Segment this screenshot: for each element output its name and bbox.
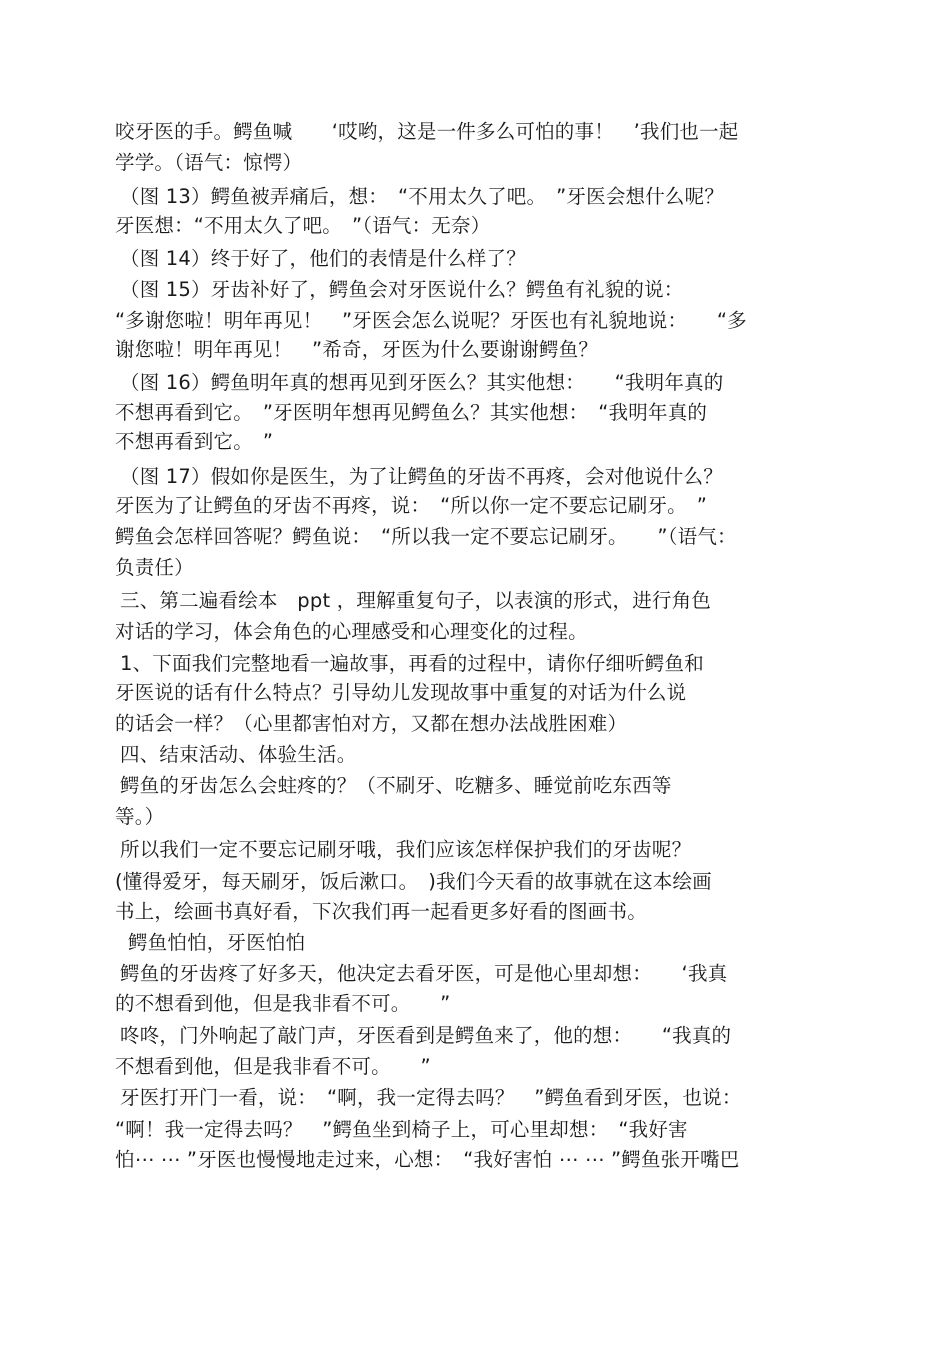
text-line: 等。） (115, 805, 165, 828)
text-line: “啊！我一定得去吗？ ”鳄鱼坐到椅子上，可心里却想： “我好害 (115, 1118, 688, 1141)
text-line: 牙医为了让鳄鱼的牙齿不再疼，说： “所以你一定不要忘记刷牙。 ” (115, 494, 708, 517)
text-line: 鳄鱼会怎样回答呢？鳄鱼说： “所以我一定不要忘记刷牙。 ”（语气： (115, 525, 737, 548)
text-line: 对话的学习，体会角色的心理感受和心理变化的过程。 (115, 620, 588, 643)
text-line: 三、第二遍看绘本 ppt ，理解重复句子，以表演的形式，进行角色 (120, 589, 712, 612)
text-line: 鳄鱼怕怕，牙医怕怕 (128, 931, 306, 954)
text-line: （图 14）终于好了，他们的表情是什么样了？ (120, 247, 526, 270)
text-line: 不想看到他，但是我非看不可。 ” (115, 1055, 431, 1078)
text-line: 咚咚，门外响起了敲门声，牙医看到是鳄鱼来了，他的想： “我真的 (120, 1024, 732, 1047)
text-line: 谢您啦！明年再见！ ”希奇，牙医为什么要谢谢鳄鱼？ (115, 338, 599, 361)
text-line: 1、下面我们完整地看一遍故事，再看的过程中，请你仔细听鳄鱼和 (120, 652, 704, 675)
text-line: 不想再看到它。 ” (115, 430, 274, 453)
text-line: （图 13）鳄鱼被弄痛后，想： “不用太久了吧。 ”牙医会想什么呢？ (120, 185, 725, 208)
text-line: 学学。（语气：惊愕） (115, 151, 303, 174)
text-line: 鳄鱼的牙齿疼了好多天，他决定去看牙医，可是他心里却想： ‘我真 (120, 962, 728, 985)
text-line: 所以我们一定不要忘记刷牙哦，我们应该怎样保护我们的牙齿呢？ (120, 838, 692, 861)
text-line: 牙医想：“不用太久了吧。 ”（语气：无奈） (115, 214, 491, 237)
text-line: 鳄鱼的牙齿怎么会蛀疼的？（不刷牙、吃糖多、睡觉前吃东西等 (120, 774, 672, 797)
text-line: 怕⋯ ⋯ ”牙医也慢慢地走过来，心想： “我好害怕 ⋯ ⋯ ”鳄鱼张开嘴巴 (115, 1148, 740, 1171)
text-line: 四、结束活动、体验生活。 (120, 743, 357, 766)
text-line: （图 16）鳄鱼明年真的想再见到牙医么？其实他想： “我明年真的 (120, 371, 724, 394)
text-line: 的话会一样？（心里都害怕对方，又都在想办法战胜困难） (115, 712, 628, 735)
text-line: 牙医说的话有什么特点？引导幼儿发现故事中重复的对话为什么说 (115, 681, 687, 704)
text-line: “多谢您啦！明年再见！ ”牙医会怎么说呢？牙医也有礼貌地说： “多 (115, 309, 747, 332)
text-line: 的不想看到他，但是我非看不可。 ” (115, 992, 451, 1015)
text-line: 牙医打开门一看，说： “啊，我一定得去吗？ ”鳄鱼看到牙医，也说： (120, 1086, 742, 1109)
text-line: （图 17）假如你是医生，为了让鳄鱼的牙齿不再疼，会对他说什么？ (120, 465, 723, 488)
text-line: 不想再看到它。 ”牙医明年想再见鳄鱼么？其实他想： “我明年真的 (115, 401, 708, 424)
text-line: (懂得爱牙，每天刷牙，饭后漱口。 )我们今天看的故事就在这本绘画 (115, 870, 712, 893)
text-line: 咬牙医的手。鳄鱼喊 ‘哎哟，这是一件多么可怕的事！ ’我们也一起 (115, 120, 739, 143)
text-line: 负责任） (115, 556, 194, 579)
text-line: 书上，绘画书真好看，下次我们再一起看更多好看的图画书。 (115, 900, 647, 923)
text-line: （图 15）牙齿补好了，鳄鱼会对牙医说什么？鳄鱼有礼貌的说： (120, 278, 684, 301)
